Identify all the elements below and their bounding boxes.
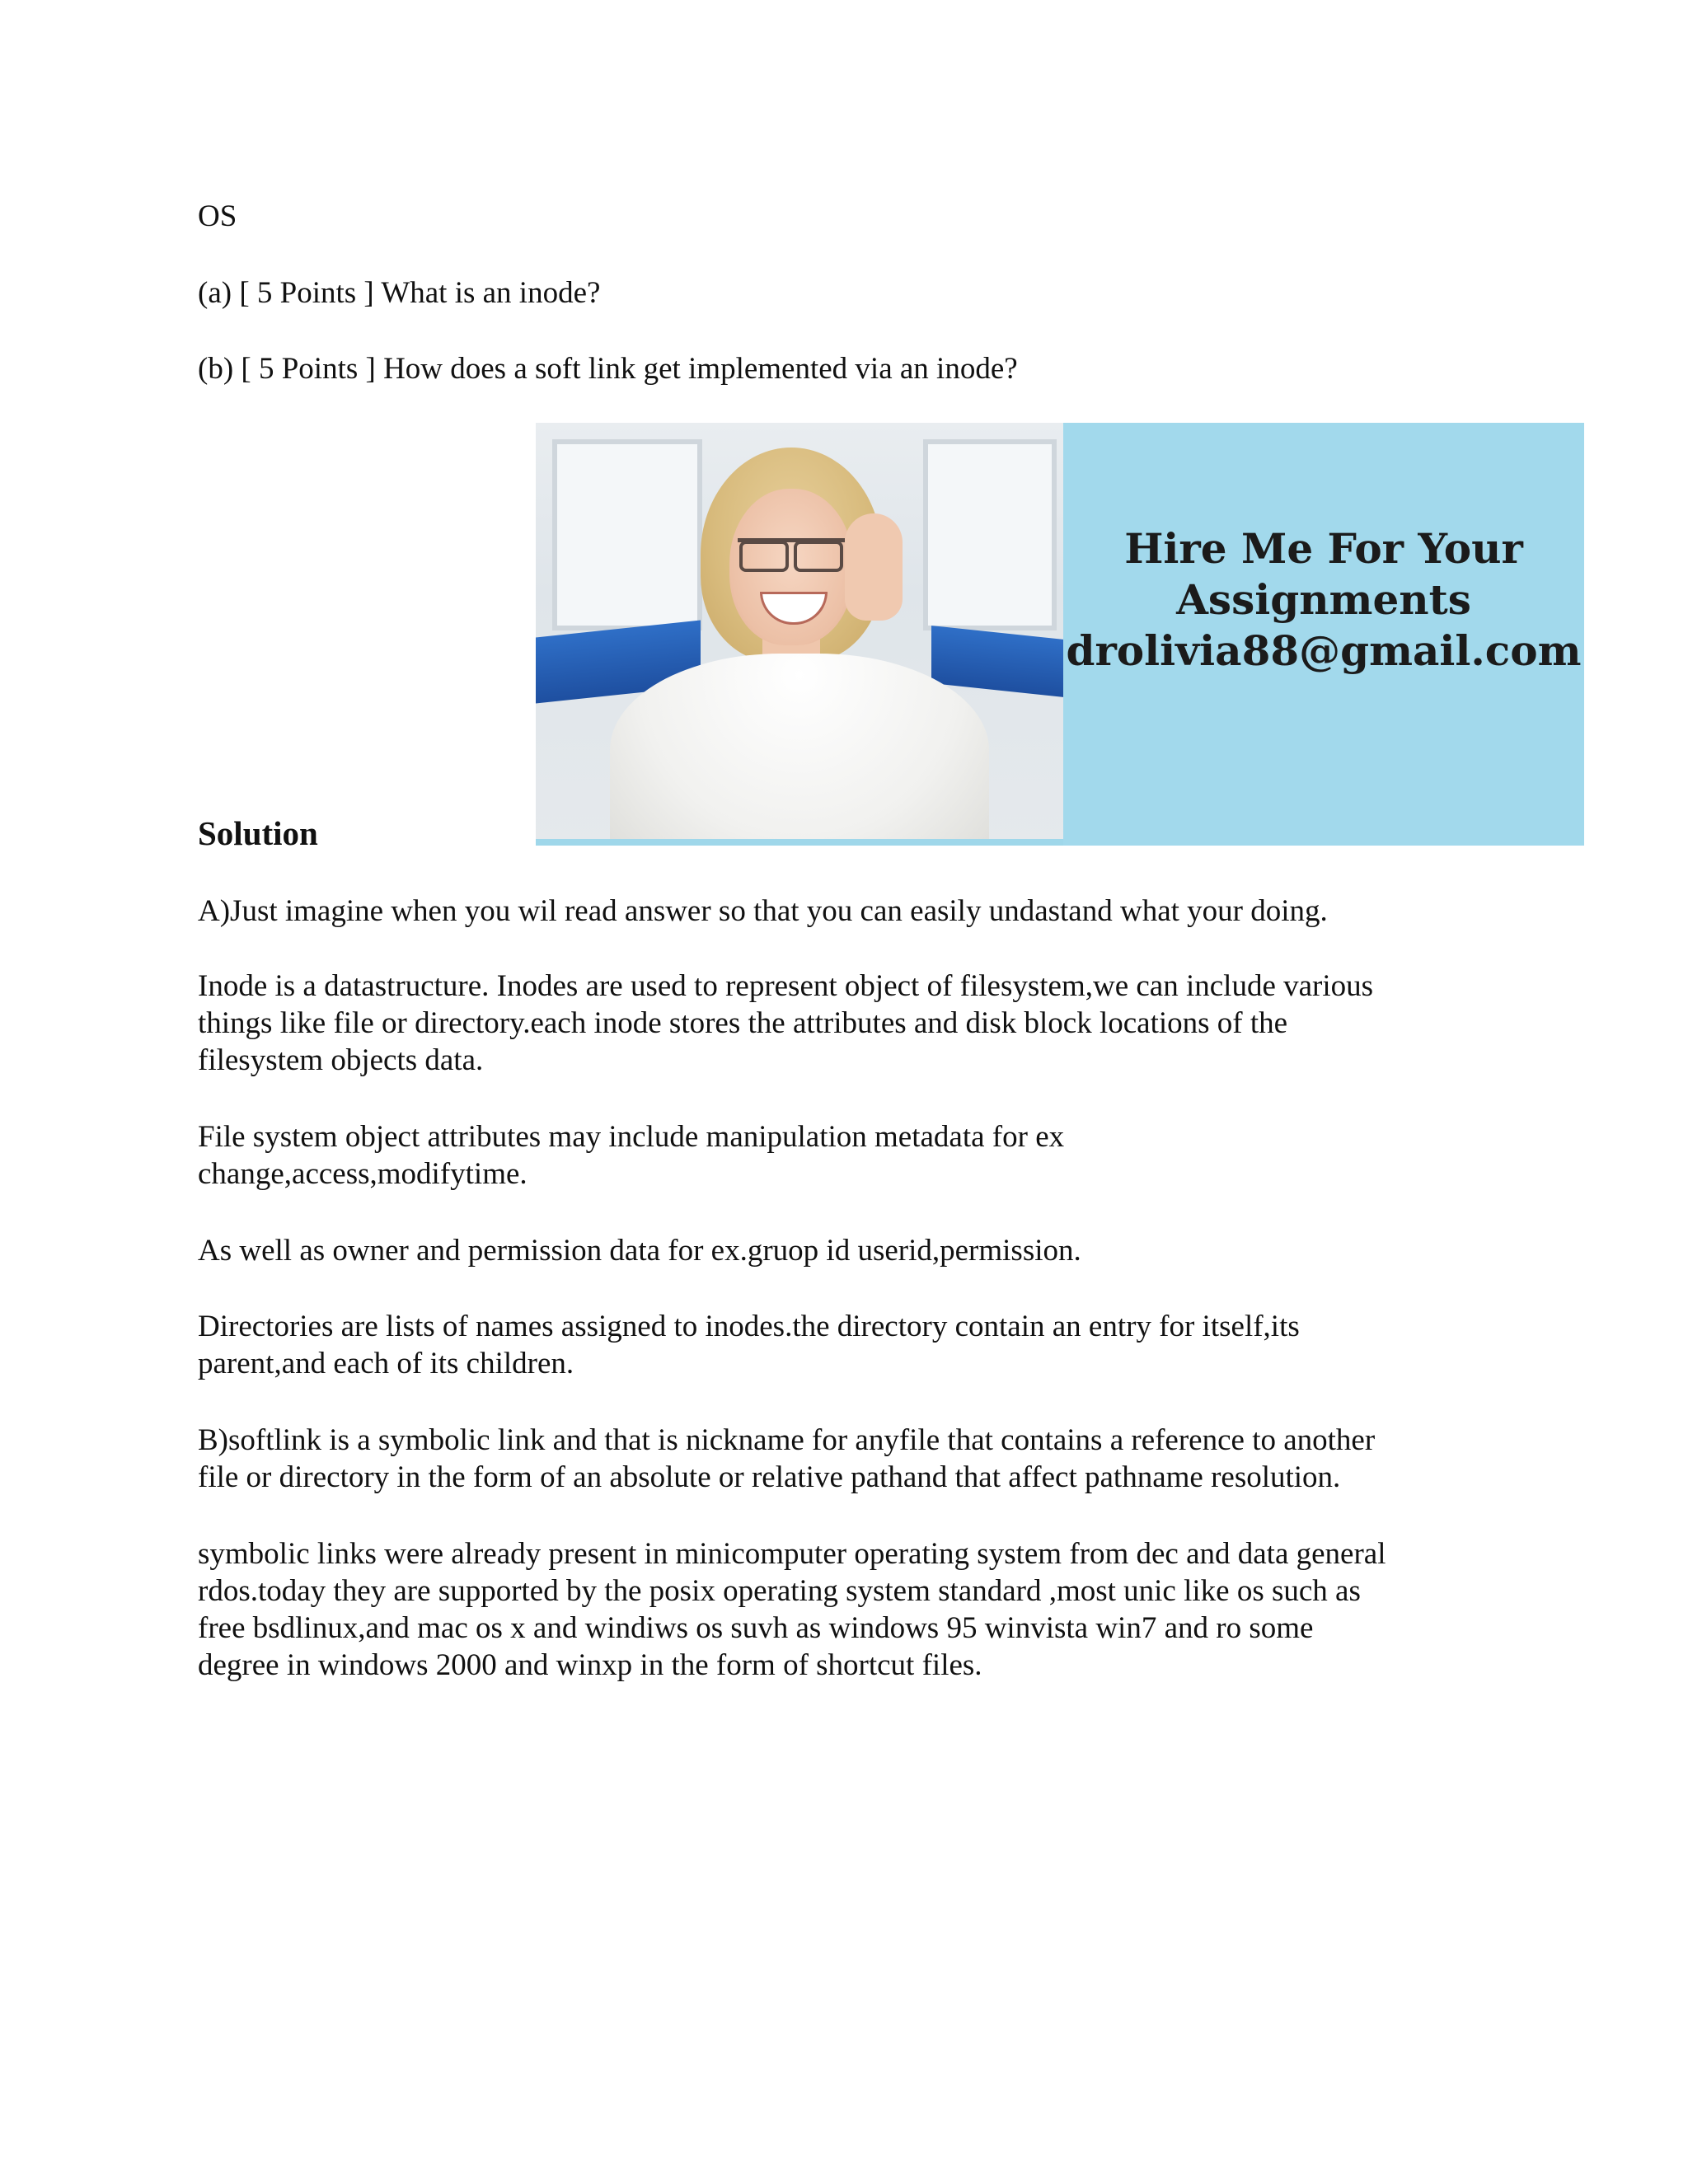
paragraph-3	[198, 1118, 1064, 1193]
paragraph-5	[198, 1308, 1300, 1382]
banner-text	[1063, 523, 1584, 677]
background-window	[923, 439, 1057, 630]
advertisement-banner	[536, 423, 1584, 846]
background-window	[552, 439, 702, 630]
paragraph-6	[198, 1422, 1375, 1496]
banner-text-card	[1063, 423, 1584, 846]
text-line: Directories are lists of names assigned to inodes.the directory contain an entry for itself,its	[198, 1310, 1300, 1343]
question-a: (a) [ 5 Points ] What is an inode?	[198, 276, 601, 310]
paragraph-7	[198, 1535, 1386, 1684]
banner-line-1: Hire Me For Your	[1124, 524, 1523, 573]
text-line: rdos.today they are supported by the posix operating system standard ,most unic like os such as	[198, 1574, 1361, 1608]
paragraph-2	[198, 968, 1373, 1079]
text-line: A)Just imagine when you wil read answer so that you can easily undastand what your doing.	[198, 894, 1328, 928]
text-line: Inode is a datastructure. Inodes are used to represent object of filesystem,we can include various	[198, 969, 1374, 1003]
text-line: things like file or directory.each inode stores the attributes and disk block locations of the	[198, 1006, 1288, 1040]
question-b: (b) [ 5 Points ] How does a soft link get implemented via an inode?	[198, 352, 1018, 386]
text-line: symbolic links were already present in minicomputer operating system from dec and data general	[198, 1537, 1386, 1571]
text-line: file or directory in the form of an absolute or relative pathand that affect pathname resolution.	[198, 1460, 1341, 1494]
woman-photo	[536, 423, 1063, 846]
blue-desk	[931, 626, 1063, 698]
solution-heading: Solution	[198, 814, 318, 852]
banner-email: drolivia88@gmail.com	[1066, 626, 1582, 675]
photo-border	[536, 839, 1063, 846]
text-line: free bsdlinux,and mac os x and windiws os suvh as windows 95 winvista win7 and ro some	[198, 1611, 1314, 1645]
text-line: degree in windows 2000 and winxp in the form of shortcut files.	[198, 1648, 982, 1682]
text-line: filesystem objects data.	[198, 1043, 484, 1077]
text-line: B)softlink is a symbolic link and that is nickname for anyfile that contains a reference to another	[198, 1423, 1376, 1457]
banner-line-2: Assignments	[1176, 575, 1471, 624]
paragraph-1	[198, 893, 1328, 930]
text-line: As well as owner and permission data for ex.gruop id userid,permission.	[198, 1234, 1081, 1268]
glasses-icon	[738, 538, 845, 570]
paragraph-4	[198, 1232, 1081, 1269]
course-title: OS	[198, 199, 237, 233]
text-line: change,access,modifytime.	[198, 1157, 528, 1191]
hand	[845, 513, 903, 621]
text-line: File system object attributes may include manipulation metadata for ex	[198, 1120, 1065, 1154]
white-blouse	[610, 654, 989, 846]
text-line: parent,and each of its children.	[198, 1347, 574, 1380]
